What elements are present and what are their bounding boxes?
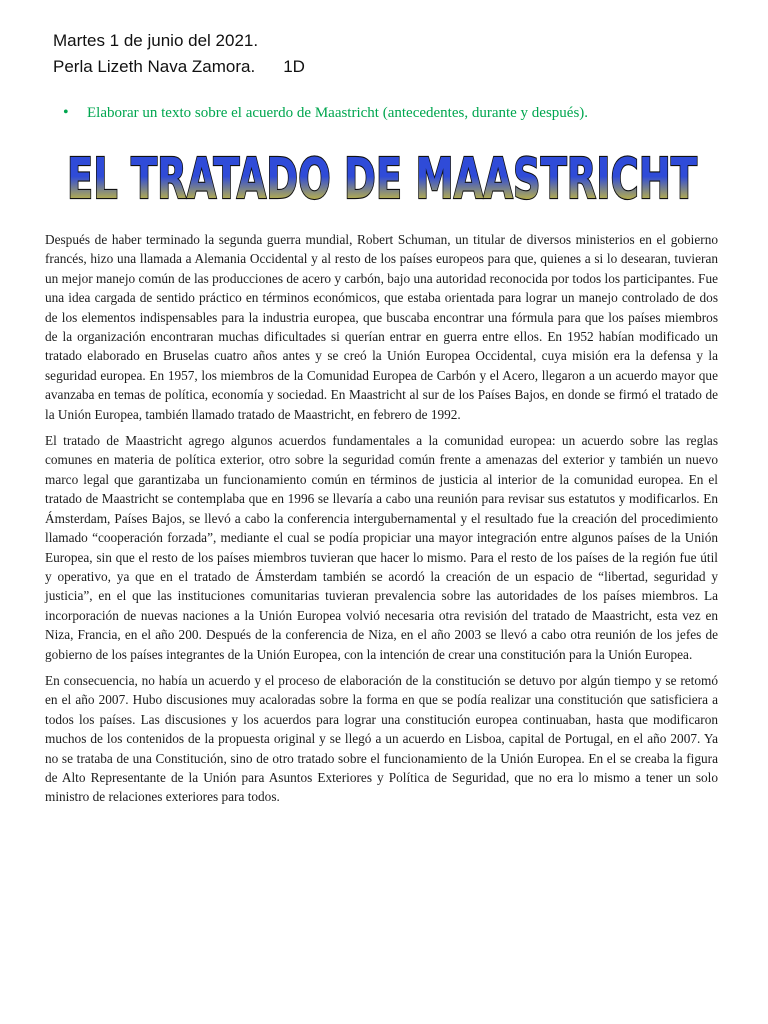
title-text: EL TRATADO DE MAASTRICHT [66,147,697,212]
task-text: Elaborar un texto sobre el acuerdo de Maastricht (antecedentes, durante y después). [87,105,589,121]
bullet-icon: • [63,104,69,121]
group-label: 1D [283,57,305,76]
date-text: Martes 1 de junio del 2021. [53,31,259,50]
task-bullet-item [63,104,718,122]
author-name: Perla Lizeth Nava Zamora. [53,57,256,76]
paragraph-2: El tratado de Maastricht agrego algunos acuerdos fundamentales a la comunidad europea: un acuerdo sobre las reglas comunes en materia de política exterior, otro sobre la seguridad común frente a amenazas del exterior y también un nuevo marco legal que garantizaba un funcionamiento común en términos de justicia al interior de la comunidad europea. En el tratado de Maastricht se contemplaba que en 1996 se llevaría a cabo una reunión para revisar sus estatutos y modificarlos. En Ámsterdam, Países Bajos, se llevó a cabo la conferencia intergubernamental y el resultado fue la creación del procedimiento llamado “cooperación forzada”, mediante el cual se podía propiciar una mayor integración entre algunos países de la Unión Europea, sin que el resto de los países miembros tuvieran que hacer lo mismo. Para el resto de los países de la región fue útil y operativo, ya que en el tratado de Ámsterdam también se acordó la creación de un espacio de “libertad, seguridad y justicia”, en el que las instituciones comunitarias tuvieran prevalencia sobre las autoridades de los países miembros. La incorporación de nuevas naciones a la Unión Europea volvió necesaria otra revisión del tratado de Maastricht, esta vez en Niza, Francia, en el año 200. Después de la conferencia de Niza, en el año 2003 se llevó a cabo otra reunión de los jefes de gobierno de los países integrantes de la Unión Europea, con la intención de crear una constitución para la Unión Europea. [45,433,718,662]
paragraph-1: Después de haber terminado la segunda guerra mundial, Robert Schuman, un titular de diversos ministerios en el gobierno francés, hizo una llamada a Alemania Occidental y al resto de los países europeos para que, quienes a si lo desearan, tuvieran un mejor manejo común de las producciones de acero y carbón, bajo una autoridad reconocida por todos los participantes. Fue una idea cargada de sentido práctico en términos económicos, que estaba orientada para lograr un manejo controlado de dos de los elementos indispensables para la industria europea, que buscaba encontrar una fórmula para que los países miembros de la organización encontraran muchas dificultades si querían entrar en guerra entre ellos. En 1952 habían modificado un tratado elaborado en Bruselas cuatro años antes y se creó la Unión Europea Occidental, cuya misión era la defensa y la seguridad europea. En 1957, los miembros de la Comunidad Europea de Carbón y el Acero, llegaron a un acuerdo mayor que avanzaba en temas de política, economía y sociedad. En Maastricht al sur de los Países Bajos, en donde se firmó el tratado de la Unión Europea, también llamado tratado de Maastricht, en febrero de 1992. [45,232,718,422]
author-line [53,54,718,80]
title-wordart [62,144,702,214]
date-line [53,28,718,54]
body-text [45,230,718,807]
paragraph-3: En consecuencia, no había un acuerdo y el proceso de elaboración de la constitución se detuvo por algún tiempo y se retomó en el año 2007. Hubo discusiones muy acaloradas sobre la forma en que se podía realizar una constitución que satisficiera a todos los países. Las discusiones y los acuerdos para lograr una constitución europea continuaban, hasta que modificaron muchos de los contenidos de la propuesta original y se llegó a un acuerdo en Lisboa, capital de Portugal, en el año 2007. Ya no se trataba de una Constitución, sino de otro tratado sobre el funcionamiento de la Unión Europea. En el se creaba la figura de Alto Representante de la Unión para Asuntos Exteriores y Política de Seguridad, que no era lo mismo a tener un solo ministro de relaciones exteriores para todos. [45,672,718,805]
